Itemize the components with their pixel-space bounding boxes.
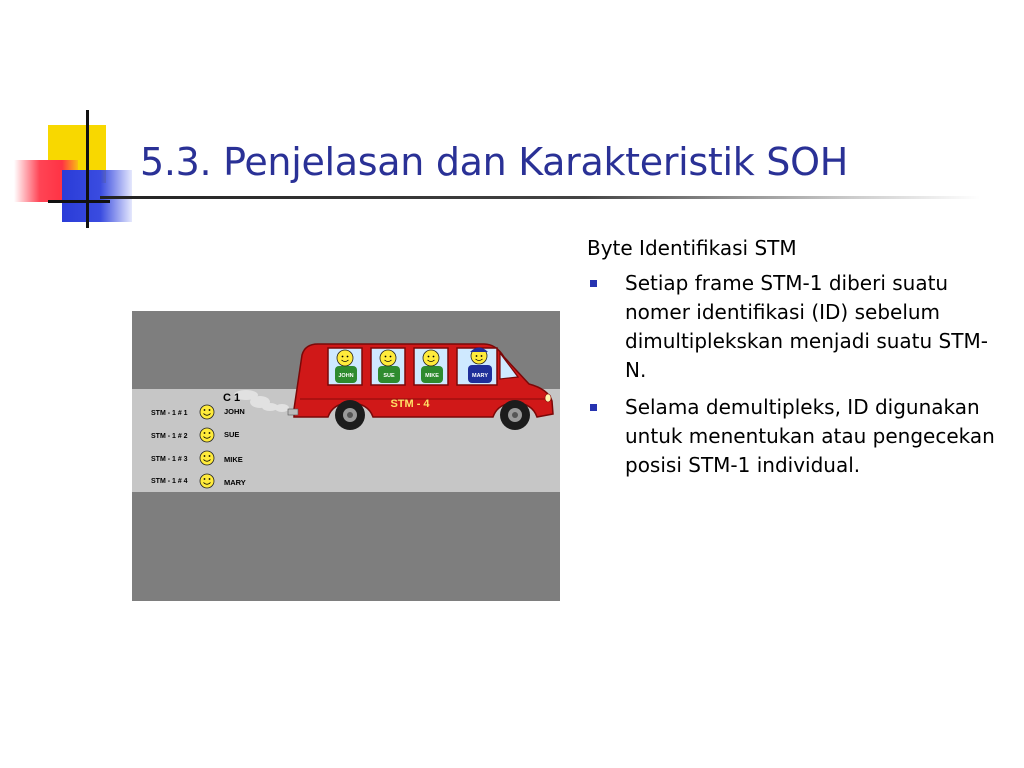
passenger-label: MARY — [472, 373, 488, 379]
passenger-label: MIKE — [425, 373, 439, 379]
bullet-item — [587, 269, 1007, 385]
row-name: SUE — [224, 430, 240, 439]
corner-logo — [0, 0, 150, 240]
bullet-text: Setiap frame STM-1 diberi suatu nomer identifikasi (ID) sebelum dimultiplekskan menjadi suatu STM-N. — [625, 271, 988, 382]
stm-bus-illustration — [132, 311, 560, 601]
smiley-icon — [200, 405, 214, 419]
wheel-rear — [335, 400, 365, 430]
smiley-icon — [200, 451, 214, 465]
smiley-icon — [200, 474, 214, 488]
row-id: STM - 1 # 1 — [151, 410, 188, 417]
bullet-list — [587, 269, 1007, 480]
smiley-icon — [200, 428, 214, 442]
row-name: JOHN — [224, 407, 245, 416]
passenger-label: SUE — [383, 373, 395, 379]
title-underline — [100, 196, 980, 199]
row-id: STM - 1 # 2 — [151, 433, 188, 440]
passenger-label: JOHN — [338, 373, 354, 379]
row-id: STM - 1 # 3 — [151, 456, 188, 463]
subheading: Byte Identifikasi STM — [587, 236, 797, 260]
square-bullet-icon — [590, 280, 597, 287]
bullet-item — [587, 393, 1007, 480]
column-label: C 1 — [223, 392, 241, 404]
row-name: MARY — [224, 478, 246, 487]
square-bullet-icon — [590, 404, 597, 411]
wheel-front — [500, 400, 530, 430]
logo-horizontal-line — [48, 200, 110, 203]
logo-vertical-line — [86, 110, 89, 228]
row-name: MIKE — [224, 455, 243, 464]
bullet-text: Selama demultipleks, ID digunakan untuk menentukan atau pengecekan posisi STM-1 individual. — [625, 395, 995, 477]
row-id: STM - 1 # 4 — [151, 478, 188, 485]
slide-title: 5.3. Penjelasan dan Karakteristik SOH — [140, 140, 848, 184]
bus-label: STM - 4 — [390, 398, 430, 410]
content-text — [587, 234, 1007, 488]
